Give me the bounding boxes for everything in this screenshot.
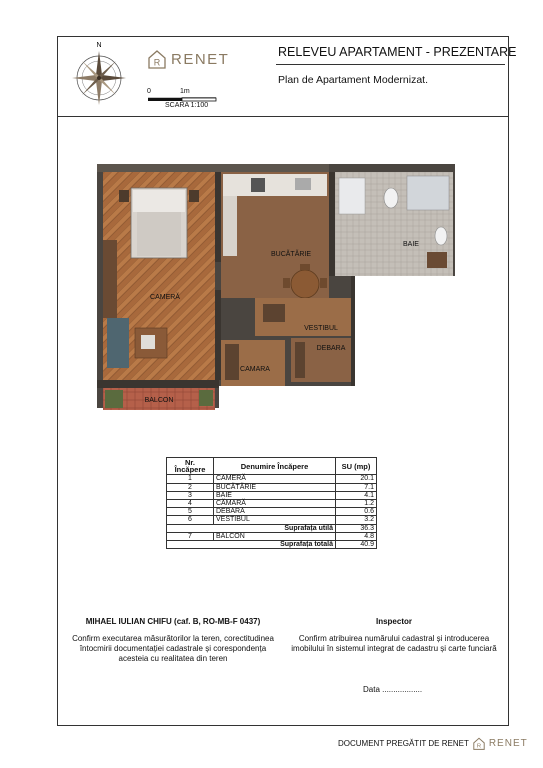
- cell-name: CĂMARĂ: [214, 500, 336, 508]
- shower: [407, 176, 449, 210]
- document-subtitle: Plan de Apartament Modernizat.: [278, 74, 429, 86]
- surveyor-name: MIHAEL IULIAN CHIFU (caf. B, RO-MB-F 0437): [85, 617, 261, 626]
- cell-nr: 4: [167, 500, 214, 508]
- cell-su: 4.1: [336, 491, 377, 499]
- title-underline: [276, 64, 505, 65]
- footer-logo: RENET: [488, 738, 528, 749]
- scale-zero: 0: [147, 88, 151, 95]
- cell-name: DEBARA: [214, 508, 336, 516]
- useful-area-row: [167, 524, 377, 532]
- cell-name: BALCON: [214, 532, 336, 540]
- cell-nr: 5: [167, 508, 214, 516]
- cell-su: 4.8: [336, 532, 377, 540]
- brand-name: RENET: [171, 50, 230, 68]
- label-bucatarie: BUCĂTĂRIE: [270, 251, 312, 258]
- cell-su: 7.1: [336, 483, 377, 491]
- inspector-statement: Confirm atribuirea numărului cadastral și introducerea imobilului în sistemul integrat de cadastru și carte funciară: [291, 634, 497, 653]
- sofa: [107, 318, 129, 368]
- table-row: [167, 475, 377, 483]
- table-row: [167, 491, 377, 499]
- header-su: SU (mp): [336, 458, 377, 475]
- cell-nr: 3: [167, 491, 214, 499]
- wardrobe: [103, 240, 117, 318]
- cell-nr: 1: [167, 475, 214, 483]
- surveyor-statement: Confirm executarea măsurătorilor la teren, corectitudinea întocmirii documentației cadastrale și corespondența acesteia cu realitatea din teren: [72, 634, 274, 663]
- cell-nr: 6: [167, 516, 214, 524]
- header-nr: Nr. Încăpere: [167, 458, 214, 475]
- svg-text:R: R: [153, 57, 161, 68]
- label-camera: CAMERĂ: [150, 294, 180, 301]
- house-logo-icon: [148, 49, 166, 69]
- cell-su: 1.2: [336, 500, 377, 508]
- label-vestibul: VESTIBUL: [304, 325, 338, 332]
- toilet: [384, 188, 398, 208]
- table-row: [167, 532, 377, 540]
- inspector-title: Inspector: [375, 617, 412, 626]
- compass-rose-icon: [70, 40, 128, 106]
- cell-su: 0.6: [336, 508, 377, 516]
- compass-north-label: N: [96, 42, 102, 49]
- table-row: [167, 508, 377, 516]
- useful-area-value: 36.3: [336, 524, 377, 532]
- table-row: [167, 483, 377, 491]
- header-divider: [57, 116, 509, 117]
- brand-logo: [148, 48, 229, 70]
- svg-text:R: R: [476, 743, 481, 750]
- label-balcon: BALCON: [144, 397, 174, 404]
- useful-area-label: Suprafața utilă: [167, 524, 336, 532]
- scale-one-meter: 1m: [180, 88, 190, 95]
- total-area-label: Suprafața totală: [167, 541, 336, 549]
- cell-su: 20.1: [336, 475, 377, 483]
- label-baie: BAIE: [403, 241, 419, 248]
- footer: [338, 737, 528, 750]
- table-header-row: [167, 458, 377, 475]
- total-area-row: [167, 541, 377, 549]
- date-field: Data ..................: [363, 685, 423, 694]
- footer-house-logo-icon: [473, 737, 485, 750]
- label-debara: DEBARA: [316, 345, 346, 352]
- cell-name: CAMERĂ: [214, 475, 336, 483]
- cell-nr: 7: [167, 532, 214, 540]
- document-title: RELEVEU APARTAMENT - PREZENTARE: [278, 45, 517, 59]
- cell-name: BAIE: [214, 491, 336, 499]
- cell-nr: 2: [167, 483, 214, 491]
- scale-bar: [147, 90, 217, 110]
- cell-name: VESTIBUL: [214, 516, 336, 524]
- floor-plan: [95, 160, 457, 412]
- header-name: Denumire Încăpere: [214, 458, 336, 475]
- table-row: [167, 516, 377, 524]
- footer-text: DOCUMENT PREGĂTIT DE RENET: [338, 739, 469, 748]
- scale-label: SCARA 1:100: [165, 102, 209, 109]
- cell-name: BUCĂTĂRIE: [214, 483, 336, 491]
- total-area-value: 40.9: [336, 541, 377, 549]
- dining-table: [291, 270, 319, 298]
- area-table: [166, 457, 377, 549]
- table-row: [167, 500, 377, 508]
- cell-su: 3.2: [336, 516, 377, 524]
- kitchen-counter: [223, 174, 327, 196]
- label-camara: CAMARA: [240, 366, 270, 373]
